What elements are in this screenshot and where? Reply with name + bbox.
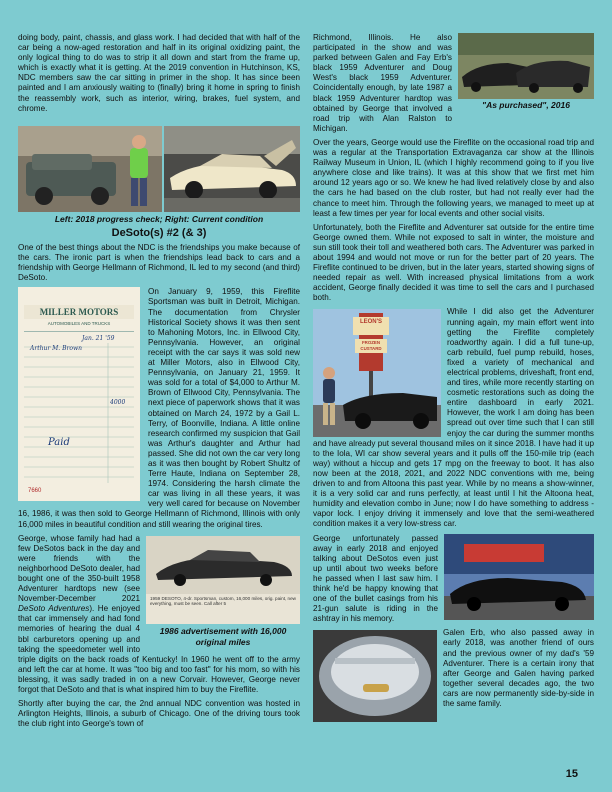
paragraph: Galen Erb, who also passed away in early 2018, was another friend of ours and the previous owner of my dad's '59 Adventurer. There is a certain irony that after George and Galen having parked together several decades ago, the two cars are now permanently side-by-side in the same family. bbox=[443, 628, 594, 708]
left-column-body bbox=[18, 243, 300, 733]
receipt-subheader: AUTOMOBILES AND TRUCKS bbox=[47, 321, 111, 327]
paragraph: One of the best things about the NDC is the friendships you make because of the cars. The ironic part is when the friendships lead back to cars and a friendship with George Hellmann of Richmond, IL led to my second (and third) DeSoto. bbox=[18, 243, 300, 283]
receipt-name: Arthur M. Brown bbox=[30, 345, 82, 353]
sign-line-1: LEON'S bbox=[359, 319, 383, 326]
paragraph: Over the years, George would use the Fireflite on the occasional road trip and was a regular at the Transportation Extravaganza car show at the Illinois Railway Museum in Union, IL (which I highly recommend going to if you live anywhere close and like trains). It was at this show that we first met him around 12 years ago or so. We knew he had lived relatively close by and also the cars he had based on the club roster, but had not really ever had the chance to meet him. Through the following years, we managed to meet up at least a few times per year for local events and other social visits. bbox=[313, 137, 594, 218]
vintage-car-photo bbox=[444, 534, 594, 620]
paragraph: LEON'S FROZEN CUSTARD While I did also get the Adventurer running again, my main effort went into getting the Fireflite completely roadworthy again. I did a full tune-up, carb rebuild, fuel pump rebuild, hoses, fixed a variety of mechanical and electrical problems, driveshaft, front end, and tires, while more recently starting on cosmetic restorations such as doing the entire dashboard in early 2021. However, the work I am doing has been spread out over time such that I can still enjoy the car during the summer months and have already put several thousand miles on it since 2018. I have had it up to the Iola, WI car show several years and it pulls off the 150-mile trip (each way) without a hiccup and gets 17 mpg on the freeway to boot. It has also now been at the 2018, 2021, and 2022 NDC conventions with me, being driven to and from Altoona this past year. While by no means a show-winner, it is a very solid car and runs perfectly, at least until I hit the Altoona heat, humidity and elevation combo in June; now I do have something to address - vapor lock. I enjoy driving it immensely and love that the semi-weathered condition makes it a very low-stress car. bbox=[313, 307, 594, 529]
sign-line-2: FROZEN CUSTARD bbox=[360, 340, 382, 352]
right-column bbox=[313, 33, 594, 722]
progress-caption: Left: 2018 progress check; Right: Current condition bbox=[54, 214, 264, 224]
purchased-photo bbox=[458, 33, 594, 99]
advertisement-caption: 1986 advertisement with 16,000 original miles bbox=[159, 625, 287, 647]
paragraph: doing body, paint, chassis, and glass work. I had decided that with half of the car being a now-aged restoration and half in its original oxidizing paint, the only logical thing to do was to strip it all down and start from the frame up, which is exactly what it is getting. At the 2019 convention in Hutchinson, KS, NDC members saw the car sitting in primer in the shop. It has since been painted and I am anxiously waiting to (finally) bring it home in spring to finish the reassembly work, such as interior, wiring, brakes, fuel system, and chrome. bbox=[18, 33, 300, 113]
receipt-number: 7660 bbox=[28, 488, 42, 495]
section-heading: DeSoto(s) #2 (& 3) bbox=[111, 227, 207, 239]
paragraph: Unfortunately, both the Fireflite and Adventurer sat outside for the entire time George owned them. While not exposed to salt in winter, the moisture and sun still took their toll and weathered both cars. The Adventurer was parked in about 1994 and would not move or run for the better part of 20 years. The Fireflite continued to be driven, but in the later years, started showing signs of needed repair as well. With increased physical limitations from a work accident, George finally decided it was time to sell the cars and I purchased both. bbox=[313, 222, 594, 303]
advertisement-image bbox=[146, 536, 300, 624]
advertisement-figure bbox=[146, 536, 300, 652]
receipt-header: MILLER MOTORS bbox=[39, 307, 119, 318]
progress-photo-2018 bbox=[18, 126, 162, 212]
paragraph: George, whose family had had a few DeSotos back in the day and were friends with the neighborhood DeSoto dealer, had bought one of the 350-built 1958 Adventurer hardtops new (see November-December 2021 DeSoto Adventures). He enjoyed that car immensely and had fond memories of hearing the dual 4 bbl carburetors opening up and taking the speedometer well into triple digits on the back roads of Kentucky! In 1960 he went off to the army and left the car at home. It was "too big and too fast" for his mom, so with his blessing, it was sadly traded in on a new Corvair. However, George never forgot that DeSoto and that is what inspired him to buy the Fireflite. bbox=[18, 533, 300, 695]
custard-stand-photo bbox=[313, 309, 441, 437]
paragraph: On January 9, 1959, this Fireflite Sportsman was built in Detroit, Michigan. The documentation from Chrysler Historical Society shows it was then sent to Mahoning Motors, Inc. in Ellwood City, Pennsylvania. However, an original receipt with the car says it was sold new at Miller Motors, also in Ellwood City, Pennsylvania, on January 21, 1959. It was sold for a total of $4,000 to Arthur M. Brown of Ellwood City, Pennsylvania. The next piece of paperwork shows that it was obtained on March 24, 1972 by a Gail L. Terry, of Boonville, Indiana. A little online research confirmed my suspicion that Gail was Arthur's daughter and Arthur had passed. She did not own the car very long as it was then bought by Robert Shultz of Terre Haute, Indiana on September 28, 1974. Considering the harsh climate the car was living in all these years, it was very well cared for because on November 16, 1986, it was then sold to George Hellmann of Richmond, Illinois with only 16,000 miles in beautiful condition and still wearing the original tires. bbox=[18, 287, 300, 529]
paragraph: George unfortunately passed away in early 2018 and enjoyed talking about DeSotos even just up until about two weeks before he passed when I last saw him. I think he'd be happy knowing that one of the bullet casings from his 21-gun salute is riding in the ashtray in his memory. bbox=[313, 533, 438, 624]
left-column bbox=[18, 33, 300, 118]
paragraph: Richmond, Illinois. He also participated in the show and was parked between Galen and Fay Erb's black 1959 Adventurer and Doug West's black 1959 Adventurer. Coincidentally enough, by late 1987 a black 1959 Adventurer hardtop was obtained by George that involved a road trip with Alan Ralston to Michigan. bbox=[313, 33, 452, 133]
progress-photo-current bbox=[164, 126, 300, 212]
ashtray-photo bbox=[313, 630, 437, 722]
receipt-total: 4000 bbox=[110, 399, 126, 407]
receipt-date: Jan. 21 '59 bbox=[82, 335, 115, 343]
paragraph: Shortly after buying the car, the 2nd annual NDC convention was hosted in Arlington Heights, Illinois, a suburb of Chicago. One of the driving tours took the club right into George's town of bbox=[18, 699, 300, 729]
purchased-figure bbox=[458, 33, 594, 123]
receipt-image bbox=[18, 287, 140, 501]
receipt-stamp: Paid bbox=[48, 437, 70, 449]
advertisement-text: 1959 DESOTO, 4-dr. Sportsman, custom, 16,000 miles, orig. paint, new everything, must be seen. Call after 5 bbox=[150, 595, 296, 607]
purchased-caption: "As purchased", 2016 bbox=[482, 100, 570, 110]
page-number: 15 bbox=[565, 768, 578, 780]
